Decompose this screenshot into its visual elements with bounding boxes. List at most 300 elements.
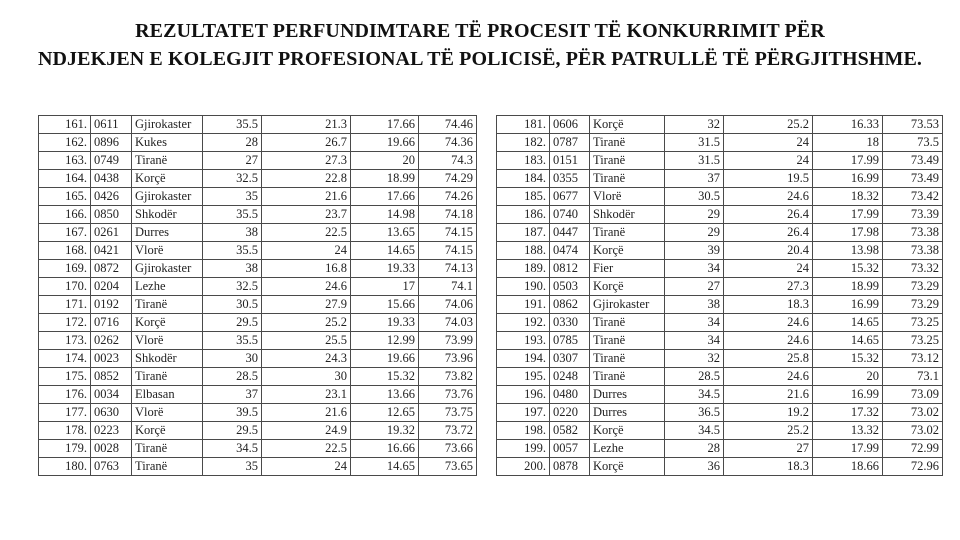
score-3-cell: 19.66: [351, 350, 419, 368]
score-2-cell: 27.3: [262, 152, 351, 170]
score-2-cell: 24: [262, 458, 351, 476]
table-row: [39, 188, 477, 206]
total-cell: 74.13: [419, 260, 477, 278]
code-cell: 0480: [550, 386, 590, 404]
score-1-cell: 32: [665, 350, 724, 368]
score-1-cell: 37: [203, 386, 262, 404]
rank-cell: 170.: [39, 278, 91, 296]
code-cell: 0261: [91, 224, 132, 242]
code-cell: 0426: [91, 188, 132, 206]
rank-cell: 190.: [497, 278, 550, 296]
total-cell: 72.96: [883, 458, 943, 476]
table-row: [39, 278, 477, 296]
score-2-cell: 24: [724, 134, 813, 152]
rank-cell: 176.: [39, 386, 91, 404]
score-2-cell: 21.6: [724, 386, 813, 404]
table-row: [497, 440, 943, 458]
table-row: [497, 242, 943, 260]
score-2-cell: 24.9: [262, 422, 351, 440]
city-cell: Gjirokaster: [132, 260, 203, 278]
total-cell: 73.32: [883, 260, 943, 278]
total-cell: 73.49: [883, 152, 943, 170]
code-cell: 0812: [550, 260, 590, 278]
table-row: [39, 386, 477, 404]
total-cell: 73.29: [883, 278, 943, 296]
code-cell: 0421: [91, 242, 132, 260]
code-cell: 0474: [550, 242, 590, 260]
score-3-cell: 17.66: [351, 116, 419, 134]
city-cell: Kukes: [132, 134, 203, 152]
score-2-cell: 24: [262, 242, 351, 260]
rank-cell: 186.: [497, 206, 550, 224]
score-3-cell: 18.32: [813, 188, 883, 206]
score-2-cell: 27.3: [724, 278, 813, 296]
rank-cell: 178.: [39, 422, 91, 440]
score-3-cell: 14.65: [813, 314, 883, 332]
score-1-cell: 35.5: [203, 242, 262, 260]
score-1-cell: 32: [665, 116, 724, 134]
rank-cell: 189.: [497, 260, 550, 278]
score-3-cell: 16.33: [813, 116, 883, 134]
score-3-cell: 15.32: [351, 368, 419, 386]
rank-cell: 195.: [497, 368, 550, 386]
score-3-cell: 17.32: [813, 404, 883, 422]
code-cell: 0763: [91, 458, 132, 476]
city-cell: Vlorë: [132, 332, 203, 350]
city-cell: Tiranë: [590, 368, 665, 386]
score-3-cell: 15.32: [813, 260, 883, 278]
city-cell: Korçë: [590, 242, 665, 260]
score-3-cell: 19.33: [351, 260, 419, 278]
score-3-cell: 14.98: [351, 206, 419, 224]
rank-cell: 179.: [39, 440, 91, 458]
score-2-cell: 26.4: [724, 206, 813, 224]
rank-cell: 173.: [39, 332, 91, 350]
score-2-cell: 24.6: [724, 332, 813, 350]
rank-cell: 164.: [39, 170, 91, 188]
city-cell: Korçë: [132, 422, 203, 440]
code-cell: 0262: [91, 332, 132, 350]
city-cell: Shkodër: [590, 206, 665, 224]
rank-cell: 185.: [497, 188, 550, 206]
score-2-cell: 24.6: [724, 368, 813, 386]
code-cell: 0192: [91, 296, 132, 314]
code-cell: 0852: [91, 368, 132, 386]
city-cell: Korçë: [132, 314, 203, 332]
score-2-cell: 22.5: [262, 440, 351, 458]
code-cell: 0896: [91, 134, 132, 152]
rank-cell: 162.: [39, 134, 91, 152]
score-2-cell: 21.6: [262, 404, 351, 422]
score-3-cell: 13.66: [351, 386, 419, 404]
code-cell: 0307: [550, 350, 590, 368]
results-table-left: [38, 115, 477, 476]
table-row: [497, 134, 943, 152]
city-cell: Tiranë: [590, 350, 665, 368]
score-3-cell: 13.32: [813, 422, 883, 440]
score-2-cell: 25.8: [724, 350, 813, 368]
score-1-cell: 29: [665, 206, 724, 224]
city-cell: Tiranë: [590, 134, 665, 152]
table-row: [497, 350, 943, 368]
table-row: [39, 152, 477, 170]
total-cell: 73.39: [883, 206, 943, 224]
code-cell: 0151: [550, 152, 590, 170]
table-row: [497, 278, 943, 296]
city-cell: Korçë: [590, 458, 665, 476]
rank-cell: 193.: [497, 332, 550, 350]
table-row: [39, 404, 477, 422]
city-cell: Shkodër: [132, 350, 203, 368]
score-2-cell: 18.3: [724, 458, 813, 476]
code-cell: 0630: [91, 404, 132, 422]
score-1-cell: 34.5: [665, 422, 724, 440]
score-1-cell: 28: [665, 440, 724, 458]
code-cell: 0503: [550, 278, 590, 296]
score-3-cell: 17.99: [813, 440, 883, 458]
table-row: [39, 242, 477, 260]
score-1-cell: 28.5: [665, 368, 724, 386]
code-cell: 0028: [91, 440, 132, 458]
total-cell: 73.1: [883, 368, 943, 386]
code-cell: 0447: [550, 224, 590, 242]
score-2-cell: 20.4: [724, 242, 813, 260]
city-cell: Tiranë: [590, 152, 665, 170]
total-cell: 74.03: [419, 314, 477, 332]
total-cell: 73.72: [419, 422, 477, 440]
score-3-cell: 14.65: [813, 332, 883, 350]
code-cell: 0220: [550, 404, 590, 422]
total-cell: 73.76: [419, 386, 477, 404]
total-cell: 73.42: [883, 188, 943, 206]
table-row: [39, 170, 477, 188]
rank-cell: 172.: [39, 314, 91, 332]
score-2-cell: 24: [724, 152, 813, 170]
score-1-cell: 35.5: [203, 116, 262, 134]
score-2-cell: 18.3: [724, 296, 813, 314]
table-row: [39, 206, 477, 224]
city-cell: Tiranë: [590, 224, 665, 242]
table-row: [39, 314, 477, 332]
score-1-cell: 34: [665, 260, 724, 278]
city-cell: Lezhe: [590, 440, 665, 458]
score-1-cell: 38: [203, 224, 262, 242]
table-row: [39, 458, 477, 476]
rank-cell: 198.: [497, 422, 550, 440]
score-2-cell: 23.7: [262, 206, 351, 224]
rank-cell: 182.: [497, 134, 550, 152]
score-1-cell: 32.5: [203, 170, 262, 188]
score-3-cell: 18: [813, 134, 883, 152]
rank-cell: 194.: [497, 350, 550, 368]
rank-cell: 175.: [39, 368, 91, 386]
total-cell: 74.06: [419, 296, 477, 314]
rank-cell: 174.: [39, 350, 91, 368]
total-cell: 73.82: [419, 368, 477, 386]
total-cell: 73.02: [883, 404, 943, 422]
score-1-cell: 29.5: [203, 422, 262, 440]
score-3-cell: 16.66: [351, 440, 419, 458]
table-row: [497, 116, 943, 134]
code-cell: 0606: [550, 116, 590, 134]
city-cell: Korçë: [590, 422, 665, 440]
score-3-cell: 13.98: [813, 242, 883, 260]
rank-cell: 180.: [39, 458, 91, 476]
total-cell: 73.09: [883, 386, 943, 404]
code-cell: 0582: [550, 422, 590, 440]
city-cell: Tiranë: [590, 314, 665, 332]
score-1-cell: 35.5: [203, 332, 262, 350]
city-cell: Tiranë: [132, 152, 203, 170]
score-3-cell: 18.66: [813, 458, 883, 476]
score-2-cell: 26.4: [724, 224, 813, 242]
total-cell: 73.12: [883, 350, 943, 368]
score-1-cell: 34: [665, 332, 724, 350]
code-cell: 0872: [91, 260, 132, 278]
city-cell: Tiranë: [590, 170, 665, 188]
city-cell: Elbasan: [132, 386, 203, 404]
code-cell: 0438: [91, 170, 132, 188]
score-1-cell: 34: [665, 314, 724, 332]
rank-cell: 167.: [39, 224, 91, 242]
code-cell: 0878: [550, 458, 590, 476]
table-row: [39, 350, 477, 368]
table-row: [497, 296, 943, 314]
score-1-cell: 30: [203, 350, 262, 368]
rank-cell: 177.: [39, 404, 91, 422]
code-cell: 0204: [91, 278, 132, 296]
code-cell: 0785: [550, 332, 590, 350]
city-cell: Durres: [132, 224, 203, 242]
score-1-cell: 36.5: [665, 404, 724, 422]
score-1-cell: 39: [665, 242, 724, 260]
code-cell: 0330: [550, 314, 590, 332]
score-3-cell: 12.65: [351, 404, 419, 422]
score-2-cell: 25.5: [262, 332, 351, 350]
rank-cell: 165.: [39, 188, 91, 206]
score-2-cell: 19.5: [724, 170, 813, 188]
score-2-cell: 24.6: [262, 278, 351, 296]
rank-cell: 192.: [497, 314, 550, 332]
score-3-cell: 18.99: [351, 170, 419, 188]
score-2-cell: 24.6: [724, 314, 813, 332]
score-2-cell: 26.7: [262, 134, 351, 152]
score-2-cell: 22.8: [262, 170, 351, 188]
table-row: [39, 224, 477, 242]
total-cell: 74.15: [419, 224, 477, 242]
code-cell: 0677: [550, 188, 590, 206]
score-2-cell: 27: [724, 440, 813, 458]
score-1-cell: 28.5: [203, 368, 262, 386]
score-3-cell: 16.99: [813, 296, 883, 314]
total-cell: 74.36: [419, 134, 477, 152]
total-cell: 73.49: [883, 170, 943, 188]
city-cell: Tiranë: [132, 368, 203, 386]
total-cell: 74.3: [419, 152, 477, 170]
score-1-cell: 38: [665, 296, 724, 314]
score-3-cell: 19.33: [351, 314, 419, 332]
score-1-cell: 29.5: [203, 314, 262, 332]
score-2-cell: 21.3: [262, 116, 351, 134]
code-cell: 0850: [91, 206, 132, 224]
table-row: [497, 152, 943, 170]
score-3-cell: 17.66: [351, 188, 419, 206]
city-cell: Gjirokaster: [132, 116, 203, 134]
score-2-cell: 19.2: [724, 404, 813, 422]
rank-cell: 168.: [39, 242, 91, 260]
score-3-cell: 18.99: [813, 278, 883, 296]
score-3-cell: 19.32: [351, 422, 419, 440]
table-row: [39, 440, 477, 458]
table-row: [497, 224, 943, 242]
total-cell: 73.53: [883, 116, 943, 134]
score-1-cell: 35.5: [203, 206, 262, 224]
score-1-cell: 30.5: [203, 296, 262, 314]
score-2-cell: 25.2: [262, 314, 351, 332]
city-cell: Lezhe: [132, 278, 203, 296]
total-cell: 73.38: [883, 242, 943, 260]
city-cell: Shkodër: [132, 206, 203, 224]
code-cell: 0034: [91, 386, 132, 404]
code-cell: 0740: [550, 206, 590, 224]
score-2-cell: 21.6: [262, 188, 351, 206]
score-3-cell: 16.99: [813, 386, 883, 404]
city-cell: Vlorë: [590, 188, 665, 206]
table-row: [497, 206, 943, 224]
city-cell: Vlorë: [132, 404, 203, 422]
score-2-cell: 24.3: [262, 350, 351, 368]
score-3-cell: 14.65: [351, 242, 419, 260]
table-row: [497, 260, 943, 278]
code-cell: 0749: [91, 152, 132, 170]
city-cell: Durres: [590, 386, 665, 404]
score-2-cell: 27.9: [262, 296, 351, 314]
score-2-cell: 22.5: [262, 224, 351, 242]
code-cell: 0355: [550, 170, 590, 188]
total-cell: 73.75: [419, 404, 477, 422]
rank-cell: 161.: [39, 116, 91, 134]
score-1-cell: 27: [665, 278, 724, 296]
score-3-cell: 14.65: [351, 458, 419, 476]
city-cell: Gjirokaster: [590, 296, 665, 314]
table-row: [39, 296, 477, 314]
total-cell: 74.46: [419, 116, 477, 134]
score-3-cell: 13.65: [351, 224, 419, 242]
code-cell: 0862: [550, 296, 590, 314]
score-1-cell: 32.5: [203, 278, 262, 296]
table-row: [497, 170, 943, 188]
table-row: [497, 188, 943, 206]
total-cell: 74.1: [419, 278, 477, 296]
total-cell: 72.99: [883, 440, 943, 458]
score-2-cell: 24.6: [724, 188, 813, 206]
score-1-cell: 31.5: [665, 152, 724, 170]
table-row: [497, 314, 943, 332]
total-cell: 73.96: [419, 350, 477, 368]
total-cell: 73.02: [883, 422, 943, 440]
score-1-cell: 37: [665, 170, 724, 188]
table-row: [39, 134, 477, 152]
rank-cell: 171.: [39, 296, 91, 314]
total-cell: 74.26: [419, 188, 477, 206]
table-row: [497, 332, 943, 350]
score-3-cell: 15.66: [351, 296, 419, 314]
table-row: [39, 368, 477, 386]
score-1-cell: 30.5: [665, 188, 724, 206]
rank-cell: 191.: [497, 296, 550, 314]
rank-cell: 184.: [497, 170, 550, 188]
table-row: [497, 368, 943, 386]
city-cell: Fier: [590, 260, 665, 278]
total-cell: 73.25: [883, 314, 943, 332]
code-cell: 0023: [91, 350, 132, 368]
rank-cell: 163.: [39, 152, 91, 170]
city-cell: Tiranë: [132, 458, 203, 476]
score-2-cell: 25.2: [724, 422, 813, 440]
score-3-cell: 20: [813, 368, 883, 386]
rank-cell: 199.: [497, 440, 550, 458]
city-cell: Tiranë: [590, 332, 665, 350]
city-cell: Gjirokaster: [132, 188, 203, 206]
score-3-cell: 17.98: [813, 224, 883, 242]
score-1-cell: 28: [203, 134, 262, 152]
city-cell: Korçë: [590, 116, 665, 134]
total-cell: 74.29: [419, 170, 477, 188]
score-2-cell: 23.1: [262, 386, 351, 404]
rank-cell: 187.: [497, 224, 550, 242]
rank-cell: 197.: [497, 404, 550, 422]
code-cell: 0057: [550, 440, 590, 458]
score-1-cell: 31.5: [665, 134, 724, 152]
total-cell: 73.99: [419, 332, 477, 350]
score-1-cell: 27: [203, 152, 262, 170]
city-cell: Tiranë: [132, 296, 203, 314]
code-cell: 0716: [91, 314, 132, 332]
score-3-cell: 19.66: [351, 134, 419, 152]
score-1-cell: 34.5: [665, 386, 724, 404]
rank-cell: 183.: [497, 152, 550, 170]
table-row: [39, 422, 477, 440]
score-3-cell: 17.99: [813, 206, 883, 224]
rank-cell: 188.: [497, 242, 550, 260]
score-3-cell: 20: [351, 152, 419, 170]
score-3-cell: 16.99: [813, 170, 883, 188]
page-title-line-2: NDJEKJEN E KOLEGJIT PROFESIONAL TË POLICISË, PËR PATRULLË TË PËRGJITHSHME.: [37, 48, 923, 70]
score-1-cell: 29: [665, 224, 724, 242]
score-3-cell: 17.99: [813, 152, 883, 170]
score-2-cell: 25.2: [724, 116, 813, 134]
score-1-cell: 39.5: [203, 404, 262, 422]
table-row: [497, 404, 943, 422]
total-cell: 73.65: [419, 458, 477, 476]
score-2-cell: 16.8: [262, 260, 351, 278]
total-cell: 74.18: [419, 206, 477, 224]
table-row: [39, 332, 477, 350]
code-cell: 0248: [550, 368, 590, 386]
table-row: [497, 458, 943, 476]
rank-cell: 169.: [39, 260, 91, 278]
score-1-cell: 35: [203, 188, 262, 206]
rank-cell: 196.: [497, 386, 550, 404]
total-cell: 73.5: [883, 134, 943, 152]
table-row: [497, 422, 943, 440]
city-cell: Korçë: [132, 170, 203, 188]
score-2-cell: 24: [724, 260, 813, 278]
score-2-cell: 30: [262, 368, 351, 386]
city-cell: Korçë: [590, 278, 665, 296]
rank-cell: 200.: [497, 458, 550, 476]
score-1-cell: 35: [203, 458, 262, 476]
